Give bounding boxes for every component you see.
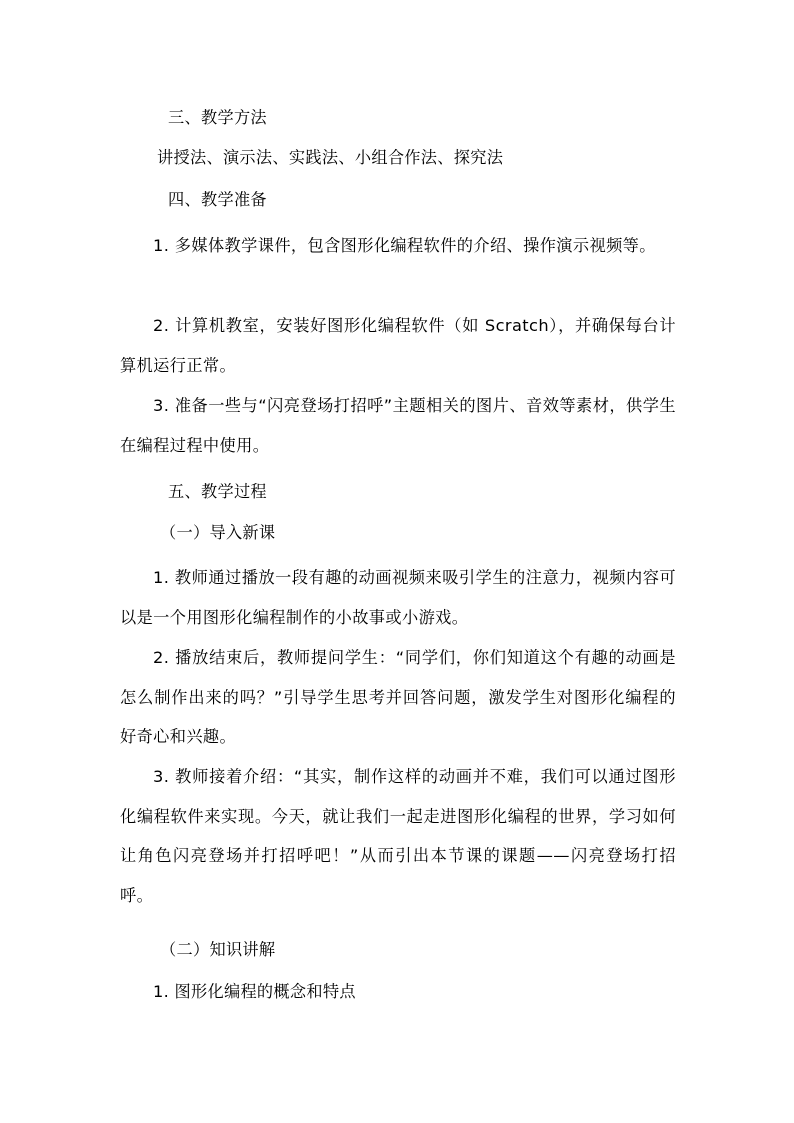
preparation-item-3: 3. 准备一些与“闪亮登场打招呼”主题相关的图片、音效等素材，供学生在编程过程中使用。	[120, 396, 676, 455]
subheading-introduction: （一）导入新课	[160, 523, 276, 542]
intro-item-3: 3. 教师接着介绍：“其实，制作这样的动画并不难，我们可以通过图形化编程软件来实现。今天，就让我们一起走进图形化编程的世界，学习如何让角色闪亮登场并打招呼吧！”从而引出本节课的课题——闪亮登场打招呼。	[120, 767, 676, 905]
preparation-item-1: 1. 多媒体教学课件，包含图形化编程软件的介绍、操作演示视频等。	[153, 236, 656, 255]
teaching-methods-list: 讲授法、演示法、实践法、小组合作法、探究法	[157, 148, 504, 167]
section-heading-teaching-methods: 三、教学方法	[168, 108, 267, 127]
subheading-knowledge-explanation: （二）知识讲解	[160, 940, 276, 959]
intro-item-1: 1. 教师通过播放一段有趣的动画视频来吸引学生的注意力，视频内容可以是一个用图形化编程制作的小故事或小游戏。	[120, 568, 676, 627]
knowledge-item-1: 1. 图形化编程的概念和特点	[153, 982, 356, 1001]
section-heading-teaching-process: 五、教学过程	[168, 482, 267, 501]
preparation-item-2: 2. 计算机教室，安装好图形化编程软件（如 Scratch），并确保每台计算机运行正常。	[120, 316, 676, 375]
intro-item-2: 2. 播放结束后，教师提问学生：“同学们，你们知道这个有趣的动画是怎么制作出来的吗？”引导学生思考并回答问题，激发学生对图形化编程的好奇心和兴趣。	[120, 648, 676, 746]
section-heading-teaching-preparation: 四、教学准备	[168, 190, 267, 209]
